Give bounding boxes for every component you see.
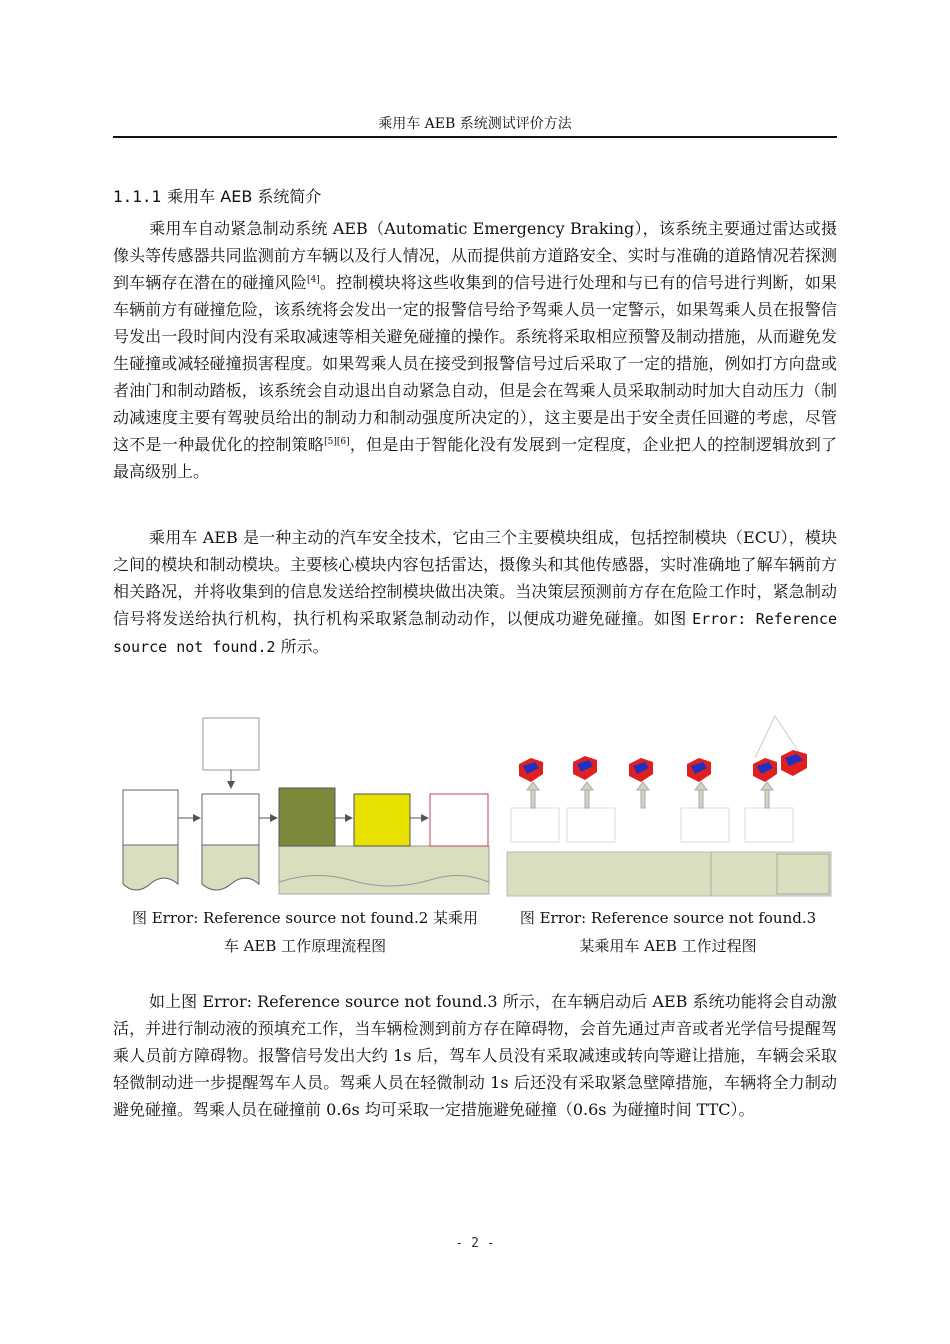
process-svg: [505, 712, 833, 902]
section-number: 1.1.1: [113, 187, 162, 206]
aeb-flowchart-figure: [120, 712, 492, 902]
car-stage-6: [781, 750, 807, 776]
caption-right-line2: 某乘用车 AEB 工作过程图: [579, 937, 757, 955]
header-rule: [113, 136, 837, 138]
p3-text-a: 如上图 Error: Reference source not found.3 所示，在车辆启动后 AEB 系统功能将会自动激活，并进行制动液的预填充工作，当车辆检测到前方存在障碍物，会首先通过声音或者光学信号提醒驾乘人员前方障碍物。报警信号发出大约 1s 后，驾车人员没有采取减速或转向等避让措施，车辆会采取轻微制动进一步提醒驾车人员。驾乘人员在轻微制动 1s 后还没有采取紧急壁障措施，车辆将全力制动避免碰撞。驾乘人员在碰撞前 0.6s 均可采取一定措施避免碰撞（0.6s 为碰撞时间 TTC）。: [113, 992, 837, 1119]
p1-text-c: ，但是由于智能化没有发展到一定程度，企业把人的控制逻辑放到了最高级别上。: [113, 435, 837, 481]
section-title: 乘用车 AEB 系统简介: [167, 187, 322, 206]
car-stage-2: [573, 756, 597, 808]
section-heading: [113, 186, 321, 208]
p1-text-b: 。控制模块将这些收集到的信号进行处理和与已有的信号进行判断，如果车辆前方有碰撞危险，该系统将会发出一定的报警信号给予驾乘人员一定警示，如果驾乘人员在报警信号发出一段时间内没有采取减速等相关避免碰撞的操作。系统将采取相应预警及制动措施，从而避免发生碰撞或减轻碰撞损害程度。如果驾乘人员在接受到报警信号过后采取了一定的措施，例如打方向盘或者油门和制动踏板，该系统会自动退出自动紧急自动，但是会在驾乘人员采取制动时加大自动压力（制动减速度主要有驾驶员给出的制动力和制动强度所决定的），这主要是出于安全责任回避的考虑，尽管这不是一种最优化的控制策略: [113, 273, 837, 454]
page-header: 乘用车 AEB 系统测试评价方法: [378, 116, 572, 132]
stage-box-1: [511, 808, 559, 842]
p1-text-a: 乘用车自动紧急制动系统 AEB（Automatic Emergency Braking），该系统主要通过雷达或摄像头等传感器共同监测前方车辆以及行人情况，从而提供前方道路安全、实时与准确的道路情况若探测到车辆存在潜在的碰撞风险: [113, 219, 837, 292]
stage-box-4: [745, 808, 793, 842]
aeb-process-figure: [505, 712, 833, 902]
paragraph-1: [113, 215, 837, 485]
actuator-block: [354, 794, 410, 846]
page-number: - 2 -: [455, 1236, 495, 1251]
p2-reference-error: Error: Reference source not found.2: [113, 610, 837, 656]
doc-box-1-fill: [123, 845, 178, 890]
paragraph-3: [113, 988, 837, 1123]
citation-4: [4]: [306, 275, 320, 285]
car-stage-1: [519, 758, 543, 808]
caption-right-line1: 图 Error: Reference source not found.3: [519, 909, 817, 927]
p2-text-b: 所示。: [275, 637, 329, 656]
car-stage-3: [629, 758, 653, 808]
car-stage-5: [753, 758, 777, 808]
stage-box-3: [681, 808, 729, 842]
brake-module-block: [430, 794, 488, 846]
paragraph-2: [113, 524, 837, 661]
figure-caption-left: [113, 904, 497, 960]
caption-left-line1: 图 Error: Reference source not found.2 某乘用: [131, 909, 479, 927]
figure-caption-right: [500, 904, 836, 960]
car-stage-4: [687, 758, 711, 808]
stage-box-2: [567, 808, 615, 842]
doc-box-2-fill: [202, 845, 259, 890]
flowchart-svg: [120, 712, 492, 902]
sensor-input-box: [203, 718, 259, 770]
p2-text-a: 乘用车 AEB 是一种主动的汽车安全技术，它由三个主要模块组成，包括控制模块（ECU），模块之间的模块和制动模块。主要核心模块内容包括雷达，摄像头和其他传感器，实时准确地了解车辆前方相关路况，并将收集到的信息发送给控制模块做出决策。当决策层预测前方存在危险工作时，紧急制动信号将发送给执行机构，执行机构采取紧急制动动作，以便成功避免碰撞。如图: [113, 528, 837, 628]
caption-left-line2: 车 AEB 工作原理流程图: [223, 937, 387, 955]
road-strip: [507, 852, 831, 896]
citation-5-6: [5][6]: [324, 437, 350, 447]
control-module-block: [279, 788, 335, 846]
